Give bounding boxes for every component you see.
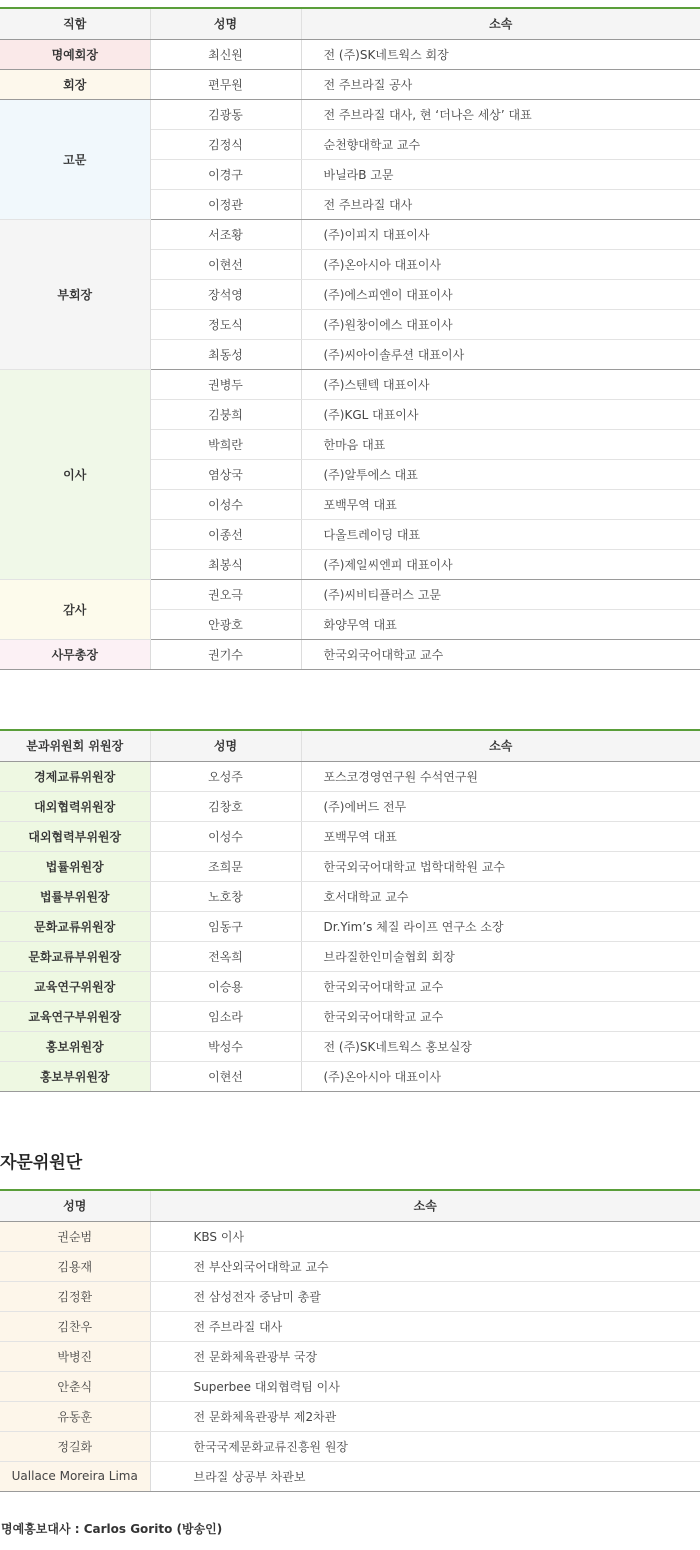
affiliation-cell: 한국국제문화교류진흥원 원장 — [150, 1431, 700, 1461]
name-cell: 장석영 — [150, 279, 301, 309]
name-cell: 임동구 — [150, 911, 301, 941]
affiliation-cell: 전 부산외국어대학교 교수 — [150, 1251, 700, 1281]
committee-role-cell: 경제교류위원장 — [0, 761, 150, 791]
affiliation-cell: 한국외국어대학교 법학대학원 교수 — [301, 851, 700, 881]
table-row — [0, 1341, 700, 1371]
executives-body — [0, 39, 700, 669]
affiliation-cell: 전 주브라질 대사, 현 ‘더나은 세상’ 대표 — [301, 99, 700, 129]
table-row — [0, 1371, 700, 1401]
committee-role-cell: 대외협력위원장 — [0, 791, 150, 821]
affiliation-cell: 한마음 대표 — [301, 429, 700, 459]
name-cell: 안광호 — [150, 609, 301, 639]
committee-role-cell: 법률위원장 — [0, 851, 150, 881]
col-header-name: 성명 — [150, 8, 301, 39]
name-cell: 염상국 — [150, 459, 301, 489]
table-row — [0, 369, 700, 399]
table-row — [0, 1061, 700, 1091]
affiliation-cell: (주)스텐텍 대표이사 — [301, 369, 700, 399]
affiliation-cell: (주)이피지 대표이사 — [301, 219, 700, 249]
affiliation-cell: 포백무역 대표 — [301, 821, 700, 851]
table-row — [0, 219, 700, 249]
role-cell: 사무총장 — [0, 639, 150, 669]
table-row — [0, 881, 700, 911]
committee-role-cell: 홍보부위원장 — [0, 1061, 150, 1091]
affiliation-cell: 전 주브라질 대사 — [301, 189, 700, 219]
executives-header-row — [0, 8, 700, 39]
advisory-header-row — [0, 1190, 700, 1221]
affiliation-cell: 전 (주)SK네트웍스 회장 — [301, 39, 700, 69]
col-header-name: 성명 — [150, 730, 301, 761]
advisor-name-cell: 김정환 — [0, 1281, 150, 1311]
advisor-name-cell: 정길화 — [0, 1431, 150, 1461]
name-cell: 김창호 — [150, 791, 301, 821]
affiliation-cell: 브라질한인미술협회 회장 — [301, 941, 700, 971]
affiliation-cell: 화양무역 대표 — [301, 609, 700, 639]
col-header-affiliation: 소속 — [301, 730, 700, 761]
table-row — [0, 579, 700, 609]
table-row — [0, 941, 700, 971]
committee-role-cell: 교육연구부위원장 — [0, 1001, 150, 1031]
committee-role-cell: 법률부위원장 — [0, 881, 150, 911]
affiliation-cell: 바닐라B 고문 — [301, 159, 700, 189]
affiliation-cell: 전 문화체육관광부 국장 — [150, 1341, 700, 1371]
name-cell: 박성수 — [150, 1031, 301, 1061]
affiliation-cell: 전 문화체육관광부 제2차관 — [150, 1401, 700, 1431]
name-cell: 이현선 — [150, 1061, 301, 1091]
table-row — [0, 1221, 700, 1251]
affiliation-cell: (주)원창이에스 대표이사 — [301, 309, 700, 339]
advisor-name-cell: 안춘식 — [0, 1371, 150, 1401]
name-cell: 이정관 — [150, 189, 301, 219]
affiliation-cell: Dr.Yim’s 체질 라이프 연구소 소장 — [301, 911, 700, 941]
affiliation-cell: 포백무역 대표 — [301, 489, 700, 519]
name-cell: 노호창 — [150, 881, 301, 911]
name-cell: 박희란 — [150, 429, 301, 459]
table-row — [0, 1251, 700, 1281]
name-cell: 이성수 — [150, 489, 301, 519]
committee-role-cell: 문화교류부위원장 — [0, 941, 150, 971]
name-cell: 최동성 — [150, 339, 301, 369]
table-row — [0, 1281, 700, 1311]
col-header-affiliation: 소속 — [150, 1190, 700, 1221]
table-row — [0, 39, 700, 69]
affiliation-cell: 전 삼성전자 중남미 총괄 — [150, 1281, 700, 1311]
col-header-title: 직함 — [0, 8, 150, 39]
name-cell: 김붕희 — [150, 399, 301, 429]
affiliation-cell: 전 (주)SK네트웍스 홍보실장 — [301, 1031, 700, 1061]
col-header-name: 성명 — [0, 1190, 150, 1221]
affiliation-cell: KBS 이사 — [150, 1221, 700, 1251]
committee-role-cell: 문화교류위원장 — [0, 911, 150, 941]
affiliation-cell: 브라질 상공부 차관보 — [150, 1461, 700, 1491]
affiliation-cell: 전 주브라질 공사 — [301, 69, 700, 99]
table-row — [0, 851, 700, 881]
honorary-ambassador-note: 명예홍보대사 : Carlos Gorito (방송인) — [1, 1522, 223, 1536]
advisory-body — [0, 1221, 700, 1491]
affiliation-cell: 순천향대학교 교수 — [301, 129, 700, 159]
name-cell: 이경구 — [150, 159, 301, 189]
role-cell: 명예회장 — [0, 39, 150, 69]
role-cell: 감사 — [0, 579, 150, 639]
name-cell: 이종선 — [150, 519, 301, 549]
committee-role-cell: 교육연구위원장 — [0, 971, 150, 1001]
name-cell: 임소라 — [150, 1001, 301, 1031]
table-row — [0, 1311, 700, 1341]
col-header-affiliation: 소속 — [301, 8, 700, 39]
advisory-table — [0, 1189, 700, 1492]
advisor-name-cell: 김용재 — [0, 1251, 150, 1281]
affiliation-cell: (주)알투에스 대표 — [301, 459, 700, 489]
affiliation-cell: 포스코경영연구원 수석연구원 — [301, 761, 700, 791]
advisor-name-cell: 권순범 — [0, 1221, 150, 1251]
affiliation-cell: 호서대학교 교수 — [301, 881, 700, 911]
name-cell: 조희문 — [150, 851, 301, 881]
affiliation-cell: 한국외국어대학교 교수 — [301, 971, 700, 1001]
name-cell: 이성수 — [150, 821, 301, 851]
role-cell: 부회장 — [0, 219, 150, 369]
table-row — [0, 971, 700, 1001]
affiliation-cell: (주)씨비티플러스 고문 — [301, 579, 700, 609]
name-cell: 이현선 — [150, 249, 301, 279]
name-cell: 권오극 — [150, 579, 301, 609]
name-cell: 김광동 — [150, 99, 301, 129]
affiliation-cell: (주)온아시아 대표이사 — [301, 249, 700, 279]
table-row — [0, 761, 700, 791]
advisor-name-cell: 박병진 — [0, 1341, 150, 1371]
role-cell: 이사 — [0, 369, 150, 579]
table-row — [0, 1461, 700, 1491]
name-cell: 권병두 — [150, 369, 301, 399]
name-cell: 편무원 — [150, 69, 301, 99]
affiliation-cell: (주)에버드 전무 — [301, 791, 700, 821]
table-row — [0, 1031, 700, 1061]
committee-role-cell: 홍보위원장 — [0, 1031, 150, 1061]
table-row — [0, 791, 700, 821]
affiliation-cell: (주)온아시아 대표이사 — [301, 1061, 700, 1091]
name-cell: 권기수 — [150, 639, 301, 669]
affiliation-cell: 한국외국어대학교 교수 — [301, 639, 700, 669]
committees-body — [0, 761, 700, 1091]
affiliation-cell: Superbee 대외협력팀 이사 — [150, 1371, 700, 1401]
committees-header-row — [0, 730, 700, 761]
affiliation-cell: 한국외국어대학교 교수 — [301, 1001, 700, 1031]
committee-role-cell: 대외협력부위원장 — [0, 821, 150, 851]
advisor-name-cell: 김찬우 — [0, 1311, 150, 1341]
affiliation-cell: (주)KGL 대표이사 — [301, 399, 700, 429]
affiliation-cell: 전 주브라질 대사 — [150, 1311, 700, 1341]
table-row — [0, 69, 700, 99]
affiliation-cell: (주)제일씨엔피 대표이사 — [301, 549, 700, 579]
executives-table — [0, 7, 700, 670]
table-row — [0, 1401, 700, 1431]
col-header-committee: 분과위원회 위원장 — [0, 730, 150, 761]
table-row — [0, 99, 700, 129]
table-row — [0, 639, 700, 669]
table-row — [0, 911, 700, 941]
name-cell: 정도식 — [150, 309, 301, 339]
table-row — [0, 821, 700, 851]
name-cell: 최봉식 — [150, 549, 301, 579]
name-cell: 오성주 — [150, 761, 301, 791]
name-cell: 최신원 — [150, 39, 301, 69]
committees-table — [0, 729, 700, 1092]
affiliation-cell: 다올트레이딩 대표 — [301, 519, 700, 549]
advisor-name-cell: Uallace Moreira Lima — [0, 1461, 150, 1491]
role-cell: 회장 — [0, 69, 150, 99]
name-cell: 전옥희 — [150, 941, 301, 971]
name-cell: 이승용 — [150, 971, 301, 1001]
advisor-name-cell: 유동훈 — [0, 1401, 150, 1431]
name-cell: 서조황 — [150, 219, 301, 249]
advisory-section-title: 자문위원단 — [0, 1153, 83, 1173]
table-row — [0, 1001, 700, 1031]
name-cell: 김정식 — [150, 129, 301, 159]
affiliation-cell: (주)에스피엔이 대표이사 — [301, 279, 700, 309]
affiliation-cell: (주)씨아이솔루션 대표이사 — [301, 339, 700, 369]
table-row — [0, 1431, 700, 1461]
role-cell: 고문 — [0, 99, 150, 219]
